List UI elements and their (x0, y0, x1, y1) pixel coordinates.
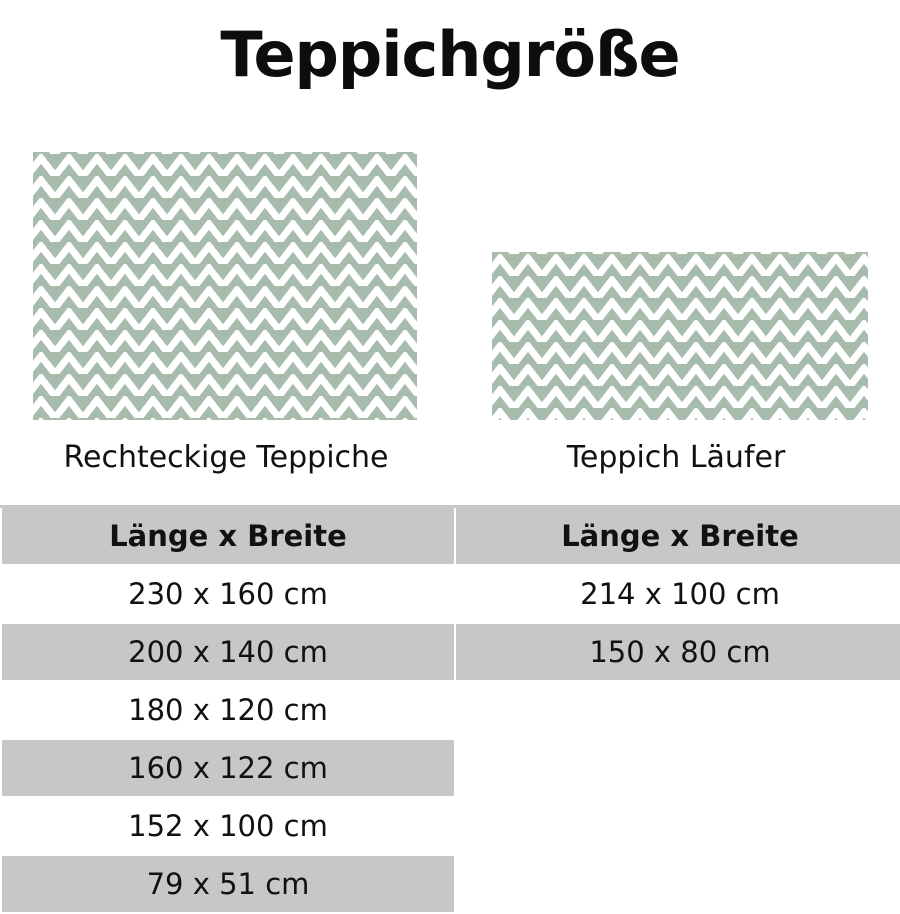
rect-size-cell: 230 x 160 cm (1, 565, 455, 623)
rect-size-cell: 152 x 100 cm (1, 797, 455, 855)
runner-size-cell (455, 855, 900, 913)
table-header-row (1, 507, 900, 566)
rect-size-cell: 200 x 140 cm (1, 623, 455, 681)
runner-size-cell: 150 x 80 cm (455, 623, 900, 681)
table-row (1, 855, 900, 913)
chevron-pattern-icon (492, 252, 868, 420)
table-row (1, 623, 900, 681)
header-rect-sizes: Länge x Breite (1, 507, 455, 566)
runner-size-cell (455, 797, 900, 855)
table-row (1, 797, 900, 855)
runner-size-cell (455, 739, 900, 797)
rect-size-cell: 180 x 120 cm (1, 681, 455, 739)
header-runner-sizes: Länge x Breite (455, 507, 900, 566)
rect-size-cell: 79 x 51 cm (1, 855, 455, 913)
rect-size-cell: 160 x 122 cm (1, 739, 455, 797)
runner-rug-caption: Teppich Läufer (566, 440, 786, 475)
runner-size-cell (455, 681, 900, 739)
page-title: Teppichgröße (220, 18, 680, 91)
runner-size-cell: 214 x 100 cm (455, 565, 900, 623)
table-row (1, 739, 900, 797)
size-table (0, 505, 900, 914)
table-row (1, 681, 900, 739)
table-row (1, 565, 900, 623)
runner-rug-swatch (492, 252, 868, 420)
rectangular-rug-caption: Rechteckige Teppiche (63, 440, 389, 475)
chevron-pattern-icon (33, 152, 417, 420)
rectangular-rug-swatch (33, 152, 417, 420)
